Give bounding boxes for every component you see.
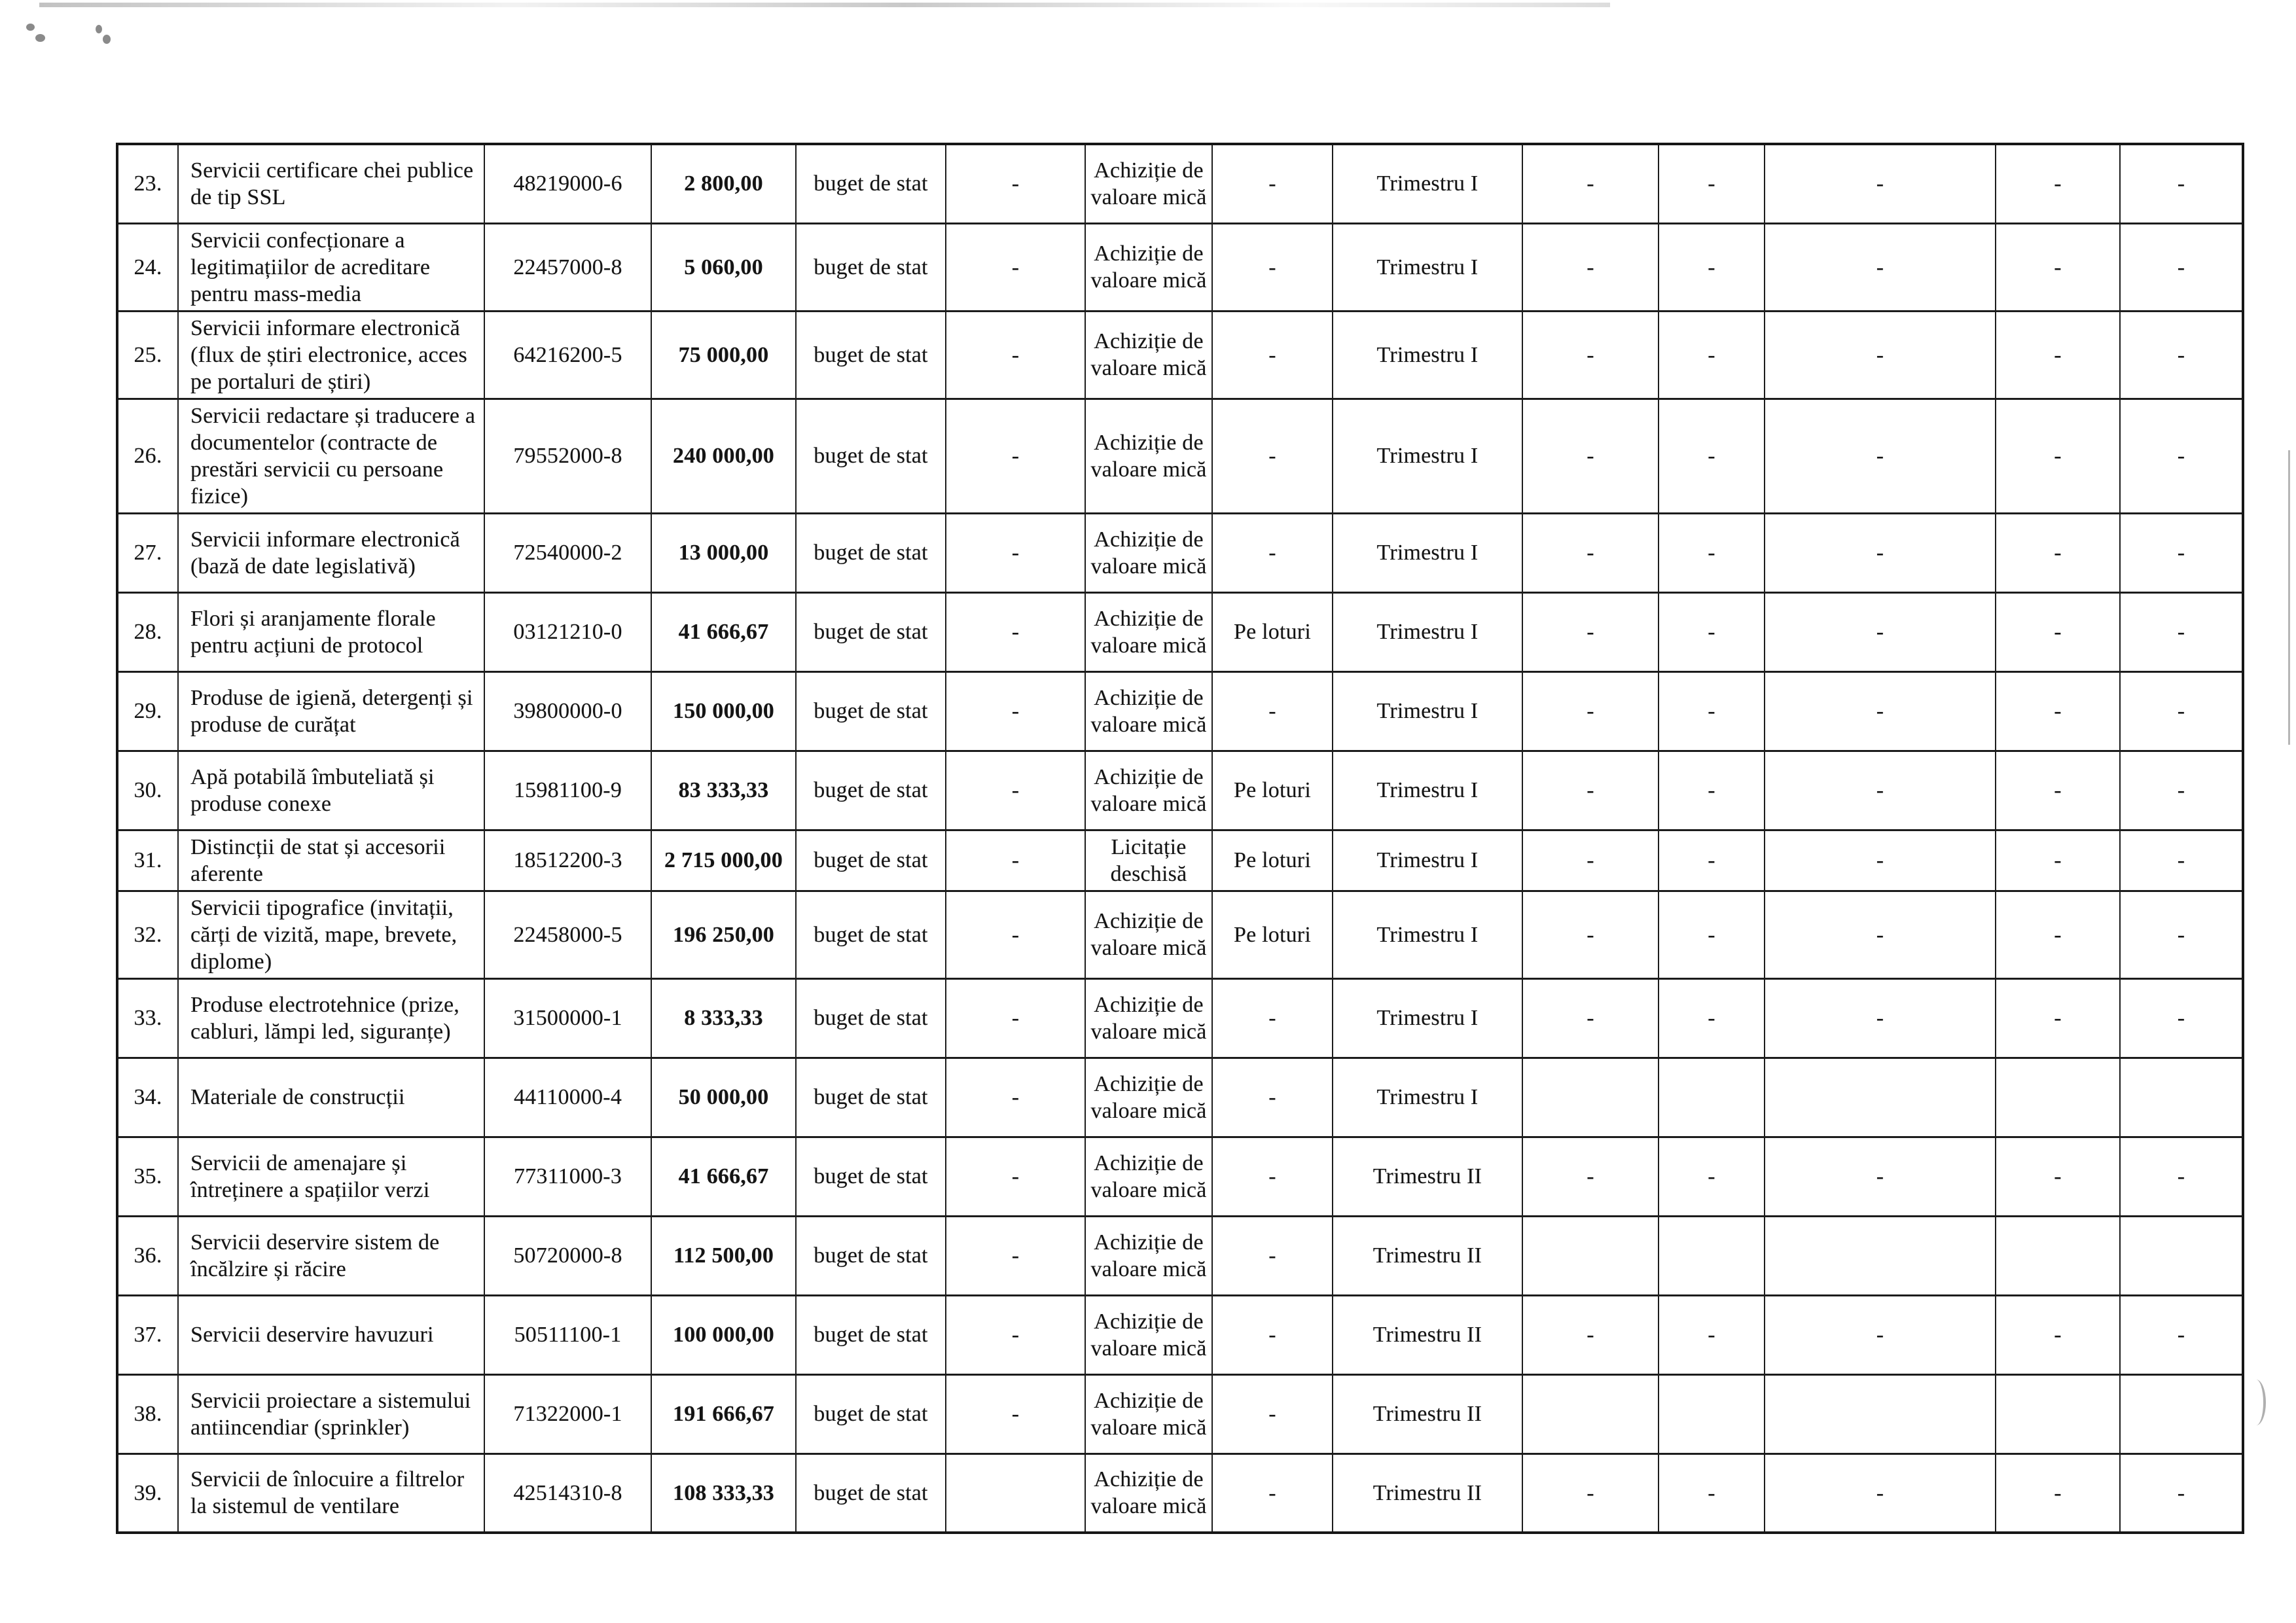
cell-lots: - xyxy=(1212,513,1333,592)
cell-description: Servicii certificare chei publice de tip SSL xyxy=(178,144,484,223)
cell-dash-4: - xyxy=(1996,144,2120,223)
cell-dash-4: - xyxy=(1996,513,2120,592)
cell-cpv-code: 50720000-8 xyxy=(484,1216,651,1295)
cell-row-number: 35. xyxy=(117,1137,178,1216)
cell-dash-2: - xyxy=(1659,978,1765,1058)
cell-lots: Pe loturi xyxy=(1212,751,1333,830)
cell-estimated-value: 2 715 000,00 xyxy=(651,830,796,891)
cell-lots: Pe loturi xyxy=(1212,592,1333,671)
cell-quarter: Trimestru I xyxy=(1333,978,1522,1058)
cell-dash-3: - xyxy=(1765,223,1996,311)
cell-funding-source: buget de stat xyxy=(796,751,946,830)
scan-paren-artifact xyxy=(2246,1380,2266,1425)
cell-description: Servicii informare electronică (bază de date legislativă) xyxy=(178,513,484,592)
cell-quarter: Trimestru II xyxy=(1333,1216,1522,1295)
cell-dash-4: - xyxy=(1996,1454,2120,1533)
table-row xyxy=(117,1216,2243,1295)
cell-dash-column: - xyxy=(946,1058,1085,1137)
scan-edge-streak xyxy=(39,3,1610,7)
cell-quarter: Trimestru II xyxy=(1333,1137,1522,1216)
cell-dash-5 xyxy=(2120,1058,2243,1137)
cell-description: Servicii tipografice (invitații, cărți de vizită, mape, brevete, diplome) xyxy=(178,891,484,978)
cell-dash-3: - xyxy=(1765,830,1996,891)
cell-dash-4: - xyxy=(1996,311,2120,399)
cell-dash-5: - xyxy=(2120,1295,2243,1374)
cell-dash-4: - xyxy=(1996,592,2120,671)
table-row xyxy=(117,1137,2243,1216)
cell-row-number: 37. xyxy=(117,1295,178,1374)
cell-row-number: 26. xyxy=(117,399,178,513)
cell-description: Servicii redactare și traducere a documentelor (contracte de prestări servicii cu persoane fizice) xyxy=(178,399,484,513)
cell-dash-2: - xyxy=(1659,311,1765,399)
cell-dash-5: - xyxy=(2120,144,2243,223)
cell-cpv-code: 22458000-5 xyxy=(484,891,651,978)
cell-estimated-value: 2 800,00 xyxy=(651,144,796,223)
table-row xyxy=(117,978,2243,1058)
cell-procedure-type: Achiziție de valoare mică xyxy=(1085,751,1212,830)
cell-lots: - xyxy=(1212,144,1333,223)
cell-quarter: Trimestru II xyxy=(1333,1295,1522,1374)
table-row xyxy=(117,1454,2243,1533)
cell-lots: - xyxy=(1212,223,1333,311)
cell-procedure-type: Achiziție de valoare mică xyxy=(1085,311,1212,399)
cell-cpv-code: 39800000-0 xyxy=(484,671,651,751)
cell-row-number: 23. xyxy=(117,144,178,223)
cell-dash-1: - xyxy=(1522,671,1659,751)
cell-lots: - xyxy=(1212,1295,1333,1374)
cell-procedure-type: Achiziție de valoare mică xyxy=(1085,1137,1212,1216)
table-row xyxy=(117,311,2243,399)
cell-quarter: Trimestru I xyxy=(1333,830,1522,891)
cell-dash-5: - xyxy=(2120,1137,2243,1216)
cell-estimated-value: 150 000,00 xyxy=(651,671,796,751)
scan-speck xyxy=(103,35,111,44)
cell-estimated-value: 5 060,00 xyxy=(651,223,796,311)
cell-dash-5: - xyxy=(2120,671,2243,751)
cell-quarter: Trimestru I xyxy=(1333,751,1522,830)
cell-estimated-value: 83 333,33 xyxy=(651,751,796,830)
cell-procedure-type: Achiziție de valoare mică xyxy=(1085,1374,1212,1454)
cell-dash-1: - xyxy=(1522,891,1659,978)
cell-estimated-value: 108 333,33 xyxy=(651,1454,796,1533)
cell-dash-3: - xyxy=(1765,978,1996,1058)
cell-procedure-type: Achiziție de valoare mică xyxy=(1085,399,1212,513)
cell-dash-3 xyxy=(1765,1374,1996,1454)
cell-dash-4: - xyxy=(1996,830,2120,891)
cell-dash-column: - xyxy=(946,399,1085,513)
cell-funding-source: buget de stat xyxy=(796,513,946,592)
cell-description: Distincții de stat și accesorii aferente xyxy=(178,830,484,891)
cell-estimated-value: 240 000,00 xyxy=(651,399,796,513)
cell-description: Produse electrotehnice (prize, cabluri, lămpi led, siguranțe) xyxy=(178,978,484,1058)
cell-dash-5: - xyxy=(2120,311,2243,399)
cell-lots: - xyxy=(1212,1137,1333,1216)
cell-dash-2: - xyxy=(1659,891,1765,978)
cell-dash-column: - xyxy=(946,1216,1085,1295)
cell-dash-4 xyxy=(1996,1058,2120,1137)
cell-dash-2: - xyxy=(1659,671,1765,751)
cell-quarter: Trimestru II xyxy=(1333,1374,1522,1454)
cell-lots: - xyxy=(1212,1374,1333,1454)
cell-cpv-code: 44110000-4 xyxy=(484,1058,651,1137)
cell-lots: - xyxy=(1212,978,1333,1058)
cell-funding-source: buget de stat xyxy=(796,399,946,513)
cell-dash-2: - xyxy=(1659,223,1765,311)
cell-dash-1: - xyxy=(1522,1454,1659,1533)
scan-edge-line xyxy=(2288,450,2290,745)
cell-cpv-code: 71322000-1 xyxy=(484,1374,651,1454)
cell-dash-column: - xyxy=(946,830,1085,891)
cell-dash-column: - xyxy=(946,513,1085,592)
cell-dash-2 xyxy=(1659,1058,1765,1137)
cell-dash-5: - xyxy=(2120,751,2243,830)
cell-dash-1: - xyxy=(1522,830,1659,891)
cell-row-number: 36. xyxy=(117,1216,178,1295)
table-row xyxy=(117,830,2243,891)
cell-dash-4: - xyxy=(1996,671,2120,751)
cell-lots: - xyxy=(1212,399,1333,513)
cell-dash-2: - xyxy=(1659,1454,1765,1533)
cell-procedure-type: Achiziție de valoare mică xyxy=(1085,891,1212,978)
cell-funding-source: buget de stat xyxy=(796,1374,946,1454)
cell-description: Servicii deservire sistem de încălzire și răcire xyxy=(178,1216,484,1295)
cell-estimated-value: 41 666,67 xyxy=(651,1137,796,1216)
cell-quarter: Trimestru I xyxy=(1333,311,1522,399)
cell-cpv-code: 72540000-2 xyxy=(484,513,651,592)
cell-description: Servicii de amenajare și întreținere a spațiilor verzi xyxy=(178,1137,484,1216)
cell-funding-source: buget de stat xyxy=(796,1216,946,1295)
cell-description: Produse de igienă, detergenți și produse de curățat xyxy=(178,671,484,751)
cell-dash-4 xyxy=(1996,1216,2120,1295)
cell-dash-4: - xyxy=(1996,223,2120,311)
cell-lots: - xyxy=(1212,1216,1333,1295)
cell-cpv-code: 77311000-3 xyxy=(484,1137,651,1216)
cell-dash-column: - xyxy=(946,1137,1085,1216)
cell-dash-2: - xyxy=(1659,751,1765,830)
cell-dash-column: - xyxy=(946,223,1085,311)
cell-dash-3: - xyxy=(1765,1137,1996,1216)
cell-funding-source: buget de stat xyxy=(796,978,946,1058)
cell-dash-4: - xyxy=(1996,978,2120,1058)
cell-cpv-code: 18512200-3 xyxy=(484,830,651,891)
cell-dash-3 xyxy=(1765,1216,1996,1295)
cell-procedure-type: Achiziție de valoare mică xyxy=(1085,1454,1212,1533)
cell-lots: - xyxy=(1212,671,1333,751)
cell-row-number: 29. xyxy=(117,671,178,751)
cell-procedure-type: Achiziție de valoare mică xyxy=(1085,671,1212,751)
table-row xyxy=(117,1058,2243,1137)
cell-dash-1: - xyxy=(1522,1137,1659,1216)
cell-cpv-code: 50511100-1 xyxy=(484,1295,651,1374)
cell-dash-column: - xyxy=(946,978,1085,1058)
cell-quarter: Trimestru I xyxy=(1333,399,1522,513)
table-row xyxy=(117,671,2243,751)
cell-row-number: 28. xyxy=(117,592,178,671)
table-row xyxy=(117,223,2243,311)
cell-lots: - xyxy=(1212,311,1333,399)
cell-estimated-value: 75 000,00 xyxy=(651,311,796,399)
cell-cpv-code: 48219000-6 xyxy=(484,144,651,223)
cell-dash-3: - xyxy=(1765,513,1996,592)
cell-dash-1: - xyxy=(1522,978,1659,1058)
cell-dash-3: - xyxy=(1765,144,1996,223)
cell-row-number: 39. xyxy=(117,1454,178,1533)
cell-dash-4: - xyxy=(1996,399,2120,513)
cell-dash-5: - xyxy=(2120,891,2243,978)
cell-dash-2: - xyxy=(1659,592,1765,671)
cell-estimated-value: 8 333,33 xyxy=(651,978,796,1058)
cell-procedure-type: Achiziție de valoare mică xyxy=(1085,978,1212,1058)
cell-cpv-code: 42514310-8 xyxy=(484,1454,651,1533)
cell-funding-source: buget de stat xyxy=(796,891,946,978)
table-row xyxy=(117,144,2243,223)
cell-dash-2: - xyxy=(1659,513,1765,592)
cell-cpv-code: 15981100-9 xyxy=(484,751,651,830)
scan-speck xyxy=(96,25,102,33)
cell-procedure-type: Achiziție de valoare mică xyxy=(1085,1295,1212,1374)
cell-funding-source: buget de stat xyxy=(796,223,946,311)
cell-row-number: 24. xyxy=(117,223,178,311)
cell-quarter: Trimestru I xyxy=(1333,1058,1522,1137)
cell-dash-5: - xyxy=(2120,1454,2243,1533)
cell-funding-source: buget de stat xyxy=(796,1295,946,1374)
cell-funding-source: buget de stat xyxy=(796,1058,946,1137)
cell-dash-5: - xyxy=(2120,399,2243,513)
cell-dash-3: - xyxy=(1765,399,1996,513)
cell-funding-source: buget de stat xyxy=(796,144,946,223)
cell-quarter: Trimestru I xyxy=(1333,513,1522,592)
cell-dash-2: - xyxy=(1659,399,1765,513)
cell-quarter: Trimestru I xyxy=(1333,891,1522,978)
cell-description: Materiale de construcții xyxy=(178,1058,484,1137)
cell-cpv-code: 31500000-1 xyxy=(484,978,651,1058)
table-row xyxy=(117,1295,2243,1374)
cell-quarter: Trimestru I xyxy=(1333,223,1522,311)
cell-cpv-code: 64216200-5 xyxy=(484,311,651,399)
cell-description: Servicii proiectare a sistemului antiincendiar (sprinkler) xyxy=(178,1374,484,1454)
cell-dash-3: - xyxy=(1765,891,1996,978)
cell-dash-3: - xyxy=(1765,1295,1996,1374)
cell-dash-4 xyxy=(1996,1374,2120,1454)
cell-dash-4: - xyxy=(1996,891,2120,978)
cell-dash-2: - xyxy=(1659,144,1765,223)
cell-dash-1: - xyxy=(1522,1295,1659,1374)
table-row xyxy=(117,399,2243,513)
cell-row-number: 32. xyxy=(117,891,178,978)
cell-dash-2: - xyxy=(1659,1295,1765,1374)
table-row xyxy=(117,891,2243,978)
cell-dash-column xyxy=(946,1454,1085,1533)
cell-dash-column: - xyxy=(946,1374,1085,1454)
cell-procedure-type: Achiziție de valoare mică xyxy=(1085,592,1212,671)
cell-estimated-value: 196 250,00 xyxy=(651,891,796,978)
cell-dash-1 xyxy=(1522,1058,1659,1137)
cell-dash-5: - xyxy=(2120,592,2243,671)
cell-dash-column: - xyxy=(946,751,1085,830)
cell-description: Flori și aranjamente florale pentru acțiuni de protocol xyxy=(178,592,484,671)
cell-lots: Pe loturi xyxy=(1212,891,1333,978)
cell-dash-5: - xyxy=(2120,830,2243,891)
cell-procedure-type: Achiziție de valoare mică xyxy=(1085,223,1212,311)
cell-quarter: Trimestru I xyxy=(1333,671,1522,751)
cell-dash-1: - xyxy=(1522,592,1659,671)
cell-row-number: 27. xyxy=(117,513,178,592)
cell-description: Servicii deservire havuzuri xyxy=(178,1295,484,1374)
cell-funding-source: buget de stat xyxy=(796,592,946,671)
cell-dash-column: - xyxy=(946,671,1085,751)
cell-procedure-type: Achiziție de valoare mică xyxy=(1085,513,1212,592)
cell-dash-4: - xyxy=(1996,1295,2120,1374)
cell-row-number: 31. xyxy=(117,830,178,891)
cell-dash-5 xyxy=(2120,1216,2243,1295)
cell-row-number: 30. xyxy=(117,751,178,830)
scan-speck xyxy=(26,24,35,31)
cell-dash-column: - xyxy=(946,311,1085,399)
cell-dash-5: - xyxy=(2120,978,2243,1058)
table-row xyxy=(117,751,2243,830)
cell-dash-2: - xyxy=(1659,830,1765,891)
cell-dash-2 xyxy=(1659,1216,1765,1295)
table-row xyxy=(117,592,2243,671)
cell-dash-column: - xyxy=(946,144,1085,223)
cell-dash-4: - xyxy=(1996,1137,2120,1216)
cell-estimated-value: 100 000,00 xyxy=(651,1295,796,1374)
cell-estimated-value: 41 666,67 xyxy=(651,592,796,671)
cell-funding-source: buget de stat xyxy=(796,311,946,399)
cell-dash-column: - xyxy=(946,1295,1085,1374)
cell-dash-1: - xyxy=(1522,399,1659,513)
cell-description: Servicii de înlocuire a filtrelor la sistemul de ventilare xyxy=(178,1454,484,1533)
cell-quarter: Trimestru II xyxy=(1333,1454,1522,1533)
cell-dash-3: - xyxy=(1765,311,1996,399)
cell-cpv-code: 79552000-8 xyxy=(484,399,651,513)
table-row xyxy=(117,513,2243,592)
cell-estimated-value: 191 666,67 xyxy=(651,1374,796,1454)
cell-lots: - xyxy=(1212,1454,1333,1533)
cell-dash-1 xyxy=(1522,1374,1659,1454)
cell-funding-source: buget de stat xyxy=(796,671,946,751)
cell-quarter: Trimestru I xyxy=(1333,592,1522,671)
cell-dash-3: - xyxy=(1765,671,1996,751)
procurement-table xyxy=(116,143,2244,1534)
cell-dash-1: - xyxy=(1522,223,1659,311)
cell-lots: - xyxy=(1212,1058,1333,1137)
cell-row-number: 33. xyxy=(117,978,178,1058)
cell-row-number: 25. xyxy=(117,311,178,399)
cell-dash-1: - xyxy=(1522,513,1659,592)
cell-row-number: 34. xyxy=(117,1058,178,1137)
cell-dash-1: - xyxy=(1522,311,1659,399)
cell-row-number: 38. xyxy=(117,1374,178,1454)
cell-estimated-value: 50 000,00 xyxy=(651,1058,796,1137)
cell-quarter: Trimestru I xyxy=(1333,144,1522,223)
cell-dash-1 xyxy=(1522,1216,1659,1295)
cell-cpv-code: 03121210-0 xyxy=(484,592,651,671)
cell-dash-2 xyxy=(1659,1374,1765,1454)
cell-funding-source: buget de stat xyxy=(796,1137,946,1216)
cell-dash-3: - xyxy=(1765,751,1996,830)
cell-dash-3: - xyxy=(1765,1454,1996,1533)
cell-description: Servicii informare electronică (flux de știri electronice, acces pe portaluri de știri) xyxy=(178,311,484,399)
cell-dash-5: - xyxy=(2120,223,2243,311)
cell-dash-3: - xyxy=(1765,592,1996,671)
cell-funding-source: buget de stat xyxy=(796,830,946,891)
cell-procedure-type: Achiziție de valoare mică xyxy=(1085,1058,1212,1137)
cell-dash-5 xyxy=(2120,1374,2243,1454)
cell-dash-column: - xyxy=(946,891,1085,978)
cell-dash-5: - xyxy=(2120,513,2243,592)
cell-dash-1: - xyxy=(1522,751,1659,830)
cell-procedure-type: Licitație deschisă xyxy=(1085,830,1212,891)
cell-dash-1: - xyxy=(1522,144,1659,223)
cell-dash-3 xyxy=(1765,1058,1996,1137)
cell-lots: Pe loturi xyxy=(1212,830,1333,891)
cell-estimated-value: 112 500,00 xyxy=(651,1216,796,1295)
cell-procedure-type: Achiziție de valoare mică xyxy=(1085,144,1212,223)
cell-procedure-type: Achiziție de valoare mică xyxy=(1085,1216,1212,1295)
table-row xyxy=(117,1374,2243,1454)
cell-dash-2: - xyxy=(1659,1137,1765,1216)
cell-description: Apă potabilă îmbuteliată și produse conexe xyxy=(178,751,484,830)
cell-cpv-code: 22457000-8 xyxy=(484,223,651,311)
cell-estimated-value: 13 000,00 xyxy=(651,513,796,592)
cell-dash-column: - xyxy=(946,592,1085,671)
scan-speck xyxy=(35,34,45,42)
cell-description: Servicii confecționare a legitimațiilor de acreditare pentru mass-media xyxy=(178,223,484,311)
cell-dash-4: - xyxy=(1996,751,2120,830)
cell-funding-source: buget de stat xyxy=(796,1454,946,1533)
